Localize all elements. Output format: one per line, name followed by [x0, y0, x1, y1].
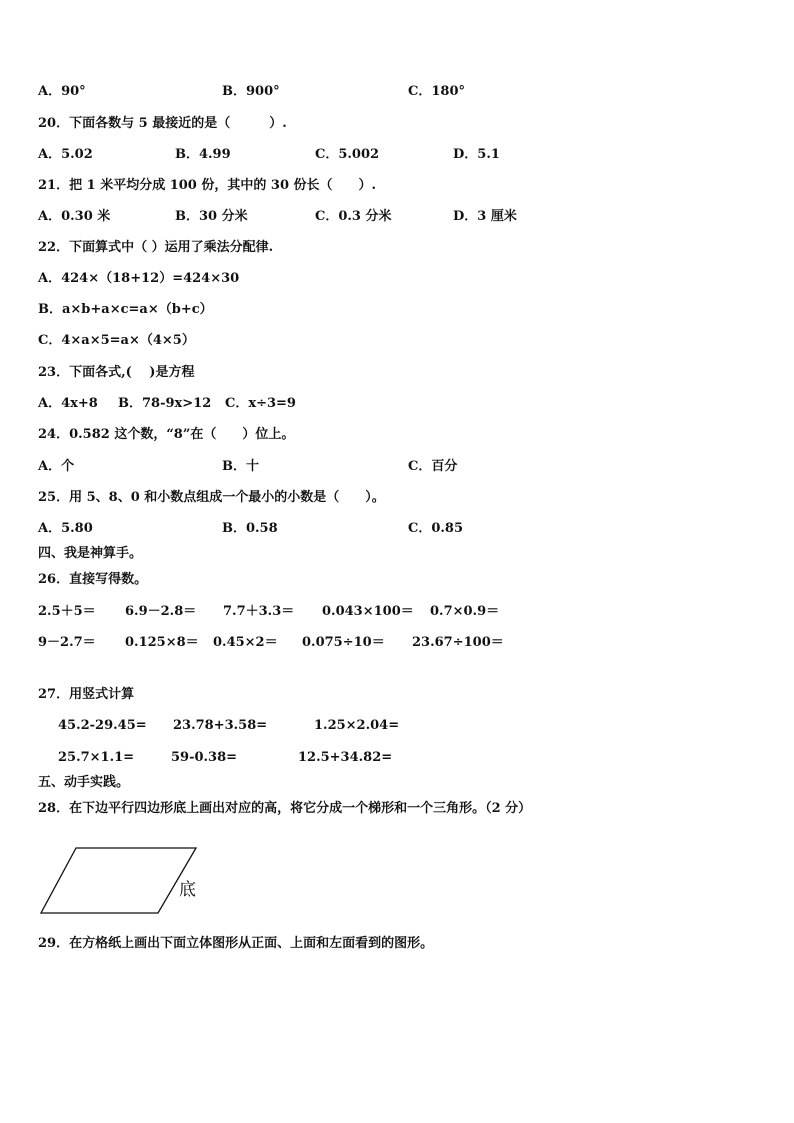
q27-item: 23.78+3.58=	[173, 718, 268, 733]
section-4-heading: 四、我是神算手。	[38, 546, 143, 561]
q21-option-a: A．0.30 米	[38, 209, 111, 224]
q23-option-c: C．x÷3=9	[225, 396, 296, 411]
q25-option-b: B．0.58	[222, 521, 278, 536]
q26-item: 0.125×8＝	[125, 635, 199, 650]
q22-question: 22．下面算式中（ ）运用了乘法分配律.	[38, 240, 274, 255]
q20-option-d: D．5.1	[453, 147, 500, 162]
q22-option-c: C．4×a×5=a×（4×5）	[38, 333, 195, 348]
q25-option-c: C．0.85	[408, 521, 464, 536]
q23-question: 23．下面各式,( )是方程	[38, 365, 195, 380]
parallelogram-shape	[41, 848, 196, 913]
q21-option-b: B．30 分米	[175, 209, 248, 224]
q27-question: 27．用竖式计算	[38, 687, 135, 702]
q22-option-a: A．424×（18+12）=424×30	[38, 271, 240, 286]
q27-item: 1.25×2.04=	[314, 718, 400, 733]
q27-item: 45.2-29.45=	[58, 718, 147, 733]
q19-option-a: A．90°	[38, 84, 86, 99]
q22-option-b: B．a×b+a×c=a×（b+c）	[38, 302, 213, 317]
q19-option-b: B．900°	[222, 84, 280, 99]
q26-item: 7.7＋3.3＝	[223, 604, 295, 619]
q27-item: 59-0.38=	[171, 750, 238, 765]
q24-question: 24．0.582 这个数，“8”在（ ）位上。	[38, 427, 295, 442]
q23-option-b: B．78-9x>12	[118, 396, 212, 411]
q26-item: 0.075÷10＝	[302, 635, 385, 650]
q20-option-c: C．5.002	[315, 147, 380, 162]
q26-item: 6.9－2.8＝	[125, 604, 197, 619]
q26-item: 0.043×100＝	[322, 604, 414, 619]
q19-option-c: C．180°	[408, 84, 465, 99]
q26-item: 2.5＋5＝	[38, 604, 96, 619]
q27-item: 25.7×1.1=	[58, 750, 135, 765]
q26-item: 9－2.7＝	[38, 635, 96, 650]
q24-option-a: A．个	[38, 459, 75, 474]
q21-question: 21．把 1 米平均分成 100 份，其中的 30 份长（ ）.	[38, 178, 377, 193]
q21-option-c: C．0.3 分米	[315, 209, 392, 224]
q26-question: 26．直接写得数。	[38, 572, 148, 587]
base-label: 底	[179, 880, 196, 900]
q24-option-b: B．十	[222, 459, 259, 474]
q25-option-a: A．5.80	[38, 521, 93, 536]
section-5-heading: 五、动手实践。	[38, 775, 130, 790]
q23-option-a: A．4x+8	[38, 396, 98, 411]
q24-option-c: C．百分	[408, 459, 458, 474]
q25-question: 25．用 5、8、0 和小数点组成一个最小的小数是（ ）。	[38, 490, 385, 505]
q20-option-a: A．5.02	[38, 147, 93, 162]
q26-item: 23.67÷100＝	[412, 635, 504, 650]
q26-item: 0.45×2＝	[213, 635, 278, 650]
q20-option-b: B．4.99	[175, 147, 231, 162]
q26-item: 0.7×0.9＝	[430, 604, 500, 619]
q20-question: 20．下面各数与 5 最接近的是（ ）.	[38, 116, 287, 131]
q27-item: 12.5+34.82=	[298, 750, 393, 765]
q21-option-d: D．3 厘米	[453, 209, 517, 224]
q28-question: 28．在下边平行四边形底上画出对应的高，将它分成一个梯形和一个三角形。（2 分）	[38, 801, 532, 816]
q29-question: 29．在方格纸上画出下面立体图形从正面、上面和左面看到的图形。	[38, 936, 434, 951]
